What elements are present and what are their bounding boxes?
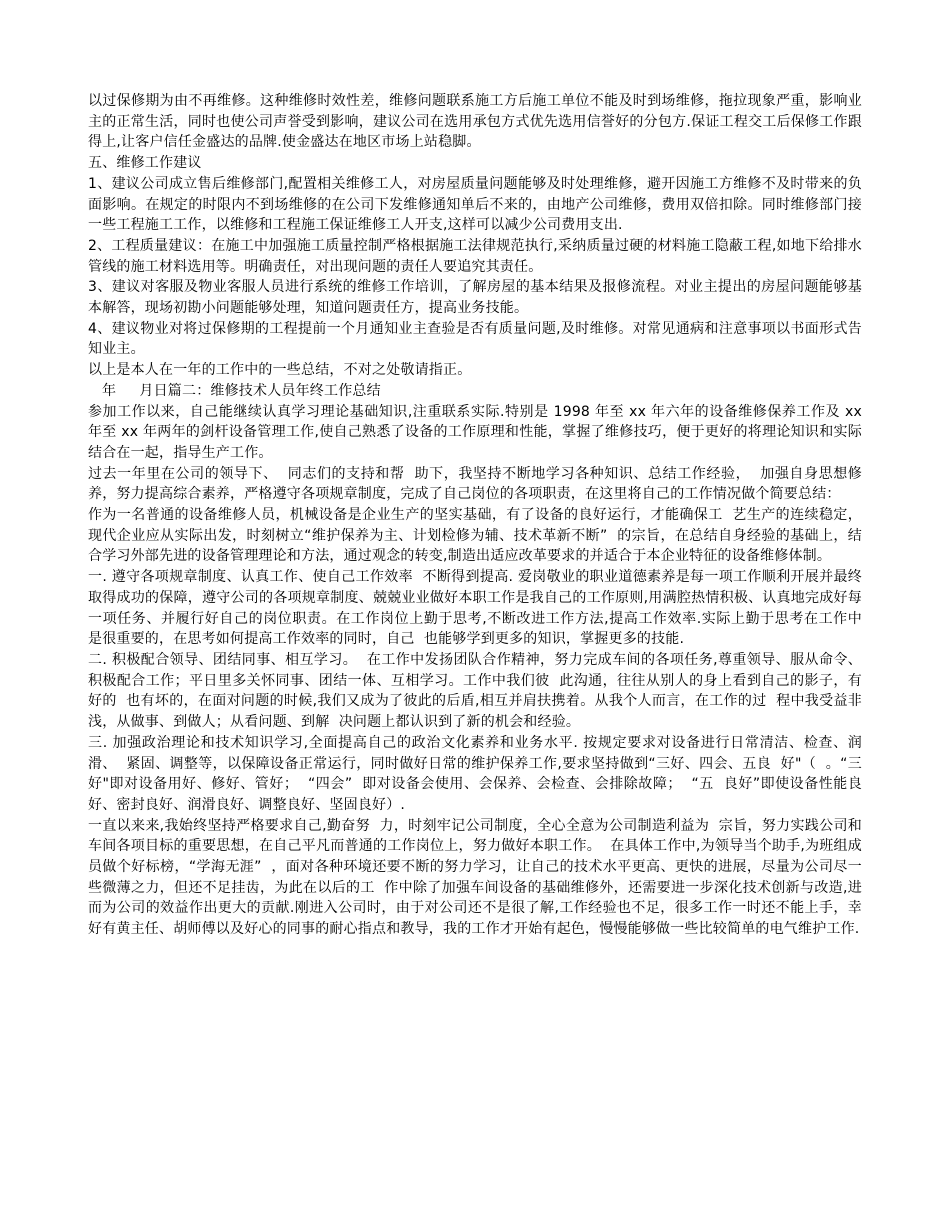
paragraph-suggestion-1: 1、建议公司成立售后维修部门,配置相关维修工人，对房屋质量问题能够及时处理维修，避开因施工方维修不及时带来的负面影响。在规定的时限内不到场维修的在公司下发维修通知单后不来的，由地产公司维修，费用双倍扣除。同时维修部门接一些工程施工工作，以维修和工程施工保证维修工人开支,这样可以减少公司费用支出. — [88, 175, 862, 234]
article-two-title: 年 月日篇二：维修技术人员年终工作总结 — [88, 382, 381, 399]
paragraph-point-three: 三. 加强政治理论和技术知识学习,全面提高自己的政治文化素养和业务水平. 按规定要求对设备进行日常清洁、检查、润滑、 紧固、调整等，以保障设备正常运行，同时做好日常的维护保养工作,要求坚持做到“三好、四会、五良 好"（ 。“三好"即对设备用好、修好、管好； “四会” 即对设备会使用、会保养、会检查、会排除故障； “五 良好”即使设备性能良好、密封良好、润滑良好、调整良好、坚固良好）. — [88, 734, 862, 813]
paragraph-ongoing-commitment: 一直以来来,我始终坚持严格要求自己,勤奋努 力，时刻牢记公司制度，全心全意为公司制造利益为 宗旨，努力实践公司和车间各项目标的重要思想，在自己平凡而普通的工作岗位上，努力做好本职工作。 在具体工作中,为领导当个助手,为班组成员做个好标榜，“学海无涯” ，面对各种环境还要不断的努力学习，让自己的技术水平更高、更快的进展，尽量为公司尽一些微薄之力，但还不足挂齿，为此在以后的工 作中除了加强车间设备的基础维修外，还需要进一步深化技术创新与改造,进而为公司的效益作出更大的贡献.刚进入公司时，由于对公司还不是很了解,工作经验也不足，很多工作一时还不能上手，幸好有黄主任、胡师傅以及好心的同事的耐心指点和教导，我的工作才开始有起色，慢慢能够做一些比较简单的电气维护工作. — [88, 817, 862, 938]
paragraph-past-year: 过去一年里在公司的领导下、 同志们的支持和帮 助下，我坚持不断地学习各种知识、总结工作经验， 加强自身思想修养，努力提高综合素养，严格遵守各项规章制度，完成了自己岗位的各项职责，在这里将自己的工作情况做个简要总结： — [88, 465, 862, 503]
paragraph-work-history: 参加工作以来，自己能继续认真学习理论基础知识,注重联系实际.特别是 1998 年至 xx 年六年的设备维修保养工作及 xx 年至 xx 年两年的剑杆设备管理工作,使自己熟悉了设备的工作原理和性能，掌握了维修技巧，便于更好的将理论知识和实际结合在一起，指导生产工作。 — [88, 403, 867, 461]
paragraph-suggestion-3: 3、建议对客服及物业客服人员进行系统的维修工作培训，了解房屋的基本结果及报修流程。对业主提出的房屋问题能够基本解答，现场初勘小问题能够处理，知道问题责任方，提高业务技能。 — [88, 279, 862, 317]
paragraph-point-one: 一. 遵守各项规章制度、认真工作、使自己工作效率 不断得到提高. 爱岗敬业的职业道德素养是每一项工作顺利开展并最终取得成功的保障，遵守公司的各项规章制度、兢兢业业做好本职工作是我自己的工作原则,用满腔热情积极、认真地完成好每一项任务、并履行好自己的岗位职责。在工作岗位上勤于思考,不断改进工作方法,提高工作效率.实际上勤于思考在工作中 是很重要的，在思考如何提高工作效率的同时，自己 也能够学到更多的知识，掌握更多的技能. — [88, 569, 872, 648]
paragraph-suggestion-4: 4、建议物业对将过保修期的工程提前一个月通知业主查验是否有质量问题,及时维修。对常见通病和注意事项以书面形式告知业主。 — [88, 320, 862, 358]
section-heading-maintenance-suggestions: 五、维修工作建议 — [88, 155, 202, 172]
paragraph-point-two: 二. 积极配合领导、团结同事、相互学习。 在工作中发扬团队合作精神，努力完成车间的各项任务,尊重领导、服从命令、积极配合工作；平日里多关怀同事、团结一体、互相学习。工作中我们彼 此沟通，往往从别人的身上看到自己的影子，有好的 也有坏的，在面对问题的时候,我们又成为了彼此的后盾,相互并肩扶携着。从我个人而言，在工作的过 程中我受益非浅，从做事、到做人；从看问题、到解 决问题上都认识到了新的机会和经验。 — [88, 651, 862, 731]
paragraph-closing: 以上是本人在一年的工作中的一些总结，不对之处敬请指正。 — [88, 362, 472, 379]
paragraph-suggestion-2: 2、工程质量建议：在施工中加强施工质量控制严格根据施工法律规范执行,采纳质量过硬的材料施工隐蔽工程,如地下给排水管线的施工材料选用等。明确责任，对出现问题的责任人要追究其责任。 — [88, 237, 862, 275]
paragraph-role-description: 作为一名普通的设备维修人员，机械设备是企业生产的坚实基础，有了设备的良好运行，才能确保工 艺生产的连续稳定，现代企业应从实际出发，时刻树立“维护保养为主、计划检修为辅、技术革新不断” 的宗旨，在总结自身经验的基础上，结合学习外部先进的设备管理理论和方法，通过观念的转变,制造出适应改革要求的并适合于本企业特征的设备维修体制。 — [88, 507, 862, 565]
document-body — [88, 91, 872, 940]
paragraph-warranty-intro: 以过保修期为由不再维修。这种维修时效性差，维修问题联系施工方后施工单位不能及时到场维修，拖拉现象严重，影响业主的正常生活，同时也使公司声誉受到影响，建议公司在选用承包方式优先选用信誉好的分包方.保证工程交工后保修工作跟得上,让客户信任金盛达的品牌.使金盛达在地区市场上站稳脚。 — [88, 93, 862, 151]
